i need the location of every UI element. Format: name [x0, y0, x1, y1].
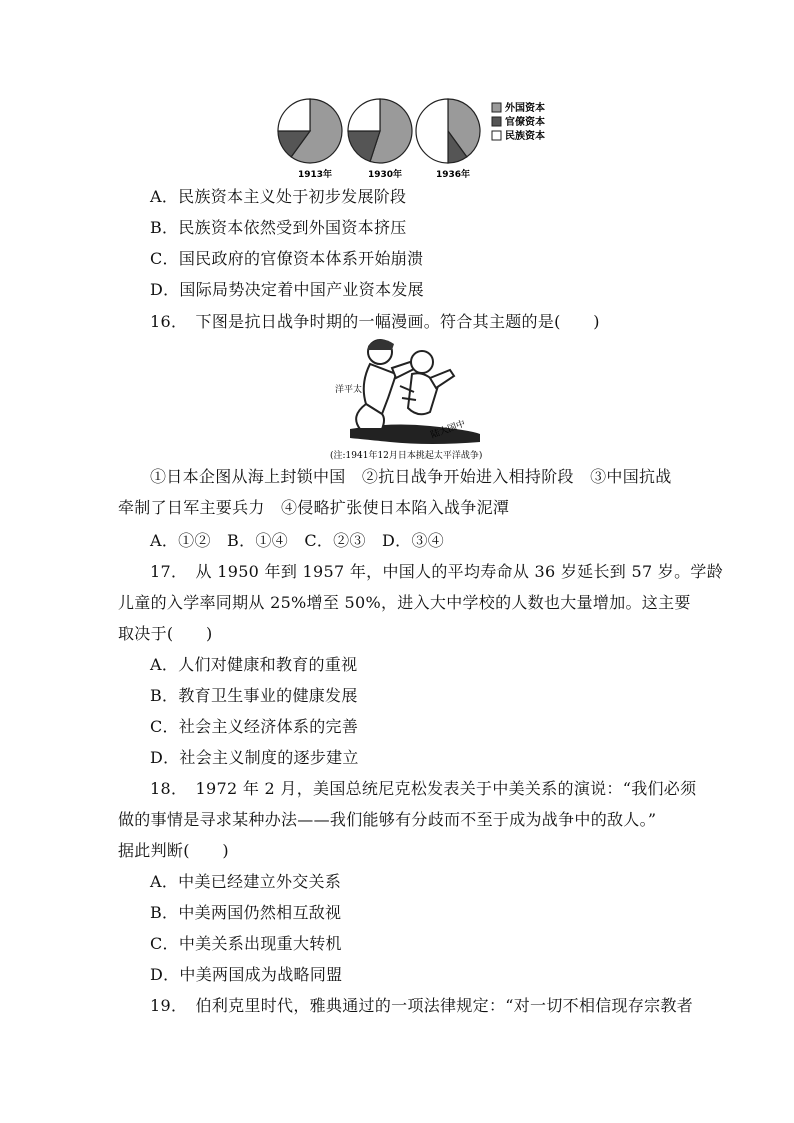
sinking-figure-arm [430, 370, 454, 388]
q19-stem-line1: 19． 伯利克里时代，雅典通过的一项法律规定：“对一切不相信现存宗教者 [150, 996, 694, 1015]
sinking-figure-head [411, 351, 433, 373]
legend-label: 外国资本 [505, 103, 545, 114]
legend-swatch [492, 131, 501, 140]
cartoon-label-right: 陆大国中 [429, 419, 467, 441]
q15-option-d: D．国际局势决定着中国产业资本发展 [150, 280, 424, 299]
q18-option-a: A．中美已经建立外交关系 [150, 872, 342, 891]
q17-stem-line1: 17． 从 1950 年到 1957 年，中国人的平均寿命从 36 岁延长到 57 岁。学龄 [150, 562, 724, 581]
pie-slice-1930年-民族资本 [348, 99, 380, 131]
q16-options: A．①② B．①④ C．②③ D．③④ [150, 531, 445, 550]
q16-stem: 16． 下图是抗日战争时期的一幅漫画。符合其主题的是( ) [150, 312, 600, 331]
q15-option-b: B．民族资本依然受到外国资本挤压 [150, 218, 407, 237]
cartoon-figure [330, 334, 490, 462]
pie-year-label: 1913年 [298, 170, 333, 180]
q15-option-c: C．国民政府的官僚资本体系开始崩溃 [150, 249, 424, 268]
pie-year-label: 1930年 [368, 170, 403, 180]
q18-stem-line3: 据此判断( ) [118, 841, 229, 860]
q17-option-c: C．社会主义经济体系的完善 [150, 717, 359, 736]
q18-stem-line2: 做的事情是寻求某种办法——我们能够有分歧而不至于成为战争中的敌人。” [118, 810, 657, 829]
legend-swatch [492, 103, 501, 112]
legend-label: 民族资本 [505, 131, 545, 142]
q17-option-d: D．社会主义制度的逐步建立 [150, 748, 359, 767]
legend-swatch [492, 117, 501, 126]
q15-option-a: A．民族资本主义处于初步发展阶段 [150, 187, 407, 206]
pie-slice-1936年-民族资本 [416, 99, 448, 163]
soldier-cap [368, 339, 394, 350]
q17-stem-line3: 取决于( ) [118, 624, 213, 643]
q17-option-a: A．人们对健康和教育的重视 [150, 655, 358, 674]
capital-pie-figure [270, 95, 560, 180]
pie-slice-1913年-民族资本 [278, 99, 310, 131]
q18-stem-line1: 18． 1972 年 2 月，美国总统尼克松发表关于中美关系的演说：“我们必须 [150, 779, 697, 798]
cartoon-caption: (注:1941年12月日本挑起太平洋战争) [330, 451, 483, 461]
q18-option-c: C．中美关系出现重大转机 [150, 934, 342, 953]
cartoon-label-left: 洋平太 [335, 385, 363, 395]
q17-stem-line2: 儿童的入学率同期从 25%增至 50%，进入大中学校的人数也大量增加。这主要 [118, 593, 691, 612]
legend-label: 官僚资本 [505, 117, 545, 128]
q17-option-b: B．教育卫生事业的健康发展 [150, 686, 358, 705]
q16-items-line1: ①日本企图从海上封锁中国 ②抗日战争开始进入相持阶段 ③中国抗战 [150, 467, 672, 486]
q16-items-line2: 牵制了日军主要兵力 ④侵略扩张使日本陷入战争泥潭 [118, 498, 510, 517]
q18-option-d: D．中美两国成为战略同盟 [150, 965, 343, 984]
pie-year-label: 1936年 [436, 170, 471, 180]
q18-option-b: B．中美两国仍然相互敌视 [150, 903, 342, 922]
